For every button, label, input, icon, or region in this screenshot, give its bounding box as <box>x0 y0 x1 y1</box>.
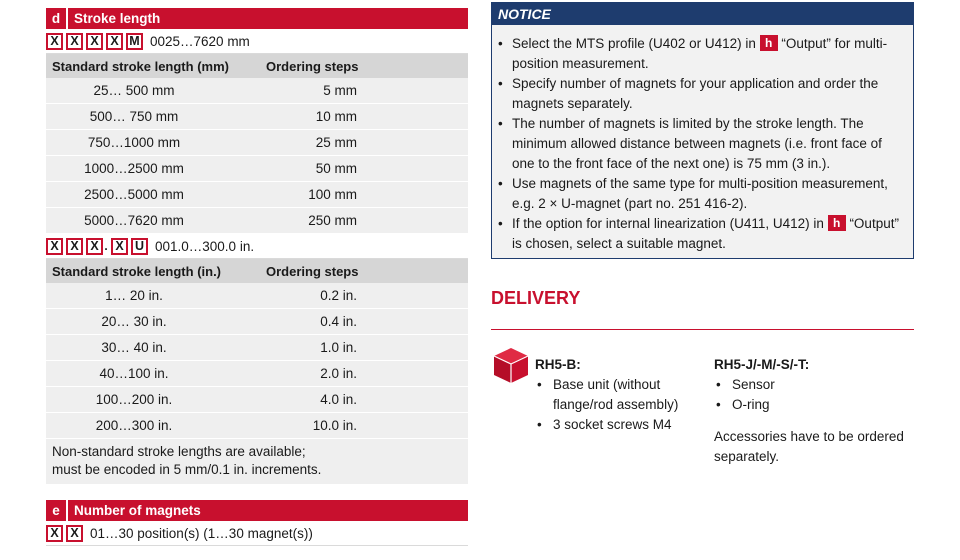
table-cell: 25 mm <box>315 135 357 150</box>
delivery-column-rh5-b <box>535 355 693 435</box>
list-item <box>498 74 905 114</box>
delivery-item: Sensor <box>732 377 775 392</box>
list-item <box>498 114 905 174</box>
right-column <box>491 2 914 464</box>
table-row <box>46 104 468 130</box>
notice-text: Select the MTS profile (U402 or U412) in <box>512 36 760 51</box>
notice-box <box>491 2 914 259</box>
table-cell: 10 mm <box>315 109 357 124</box>
delivery-variant-title: RH5-B: <box>535 357 581 372</box>
table-cell: 250 mm <box>308 213 357 228</box>
bullet: • <box>537 417 542 432</box>
table-row <box>46 156 468 182</box>
delivery-column-rh5-jmst <box>714 355 914 467</box>
list-item <box>498 34 905 74</box>
table-cell: 4.0 in. <box>320 392 357 407</box>
code-box: M <box>126 33 143 50</box>
table-cell: 1.0 in. <box>320 340 357 355</box>
bullet: • <box>716 397 721 412</box>
table-cell: 0.2 in. <box>320 288 357 303</box>
package-box-icon <box>491 345 531 385</box>
bullet: • <box>537 377 542 392</box>
number-of-magnets-header <box>46 500 468 521</box>
section-letter-d: d <box>46 8 68 29</box>
column-header: Ordering steps <box>266 263 359 279</box>
code-box: X <box>86 238 103 255</box>
accessories-note: Accessories have to be ordered separately. <box>714 429 904 464</box>
column-header: Standard stroke length (mm) <box>52 58 229 74</box>
table-cell: 2500…5000 mm <box>84 187 184 202</box>
list-item <box>535 375 693 415</box>
section-title-number-of-magnets: Number of magnets <box>74 503 201 518</box>
table-cell: 1000…2500 mm <box>84 161 184 176</box>
table-cell: 30… 40 in. <box>101 340 167 355</box>
code-box: X <box>66 33 83 50</box>
list-item <box>714 395 914 415</box>
mm-code-row <box>46 29 468 54</box>
notice-text: Use magnets of the same type for multi-position measurement, e.g. 2 × U-magnet (part no. 251 416-2). <box>512 176 888 211</box>
table-row <box>46 283 468 309</box>
table-cell: 0.4 in. <box>320 314 357 329</box>
bullet: • <box>498 176 503 191</box>
delivery-divider <box>491 329 914 330</box>
column-header: Standard stroke length (in.) <box>52 263 222 279</box>
left-column <box>46 8 468 546</box>
output-reference-badge: h <box>828 215 846 231</box>
section-title-stroke-length: Stroke length <box>74 11 161 26</box>
code-box: X <box>111 238 128 255</box>
notice-text: “Output” for multi-position measurement. <box>512 36 888 71</box>
table-cell: 25… 500 mm <box>93 83 175 98</box>
notice-title: NOTICE <box>492 3 913 25</box>
table-row <box>46 309 468 335</box>
table-row <box>46 130 468 156</box>
delivery-item: Base unit (without flange/rod assembly) <box>553 377 679 412</box>
table-cell: 100…200 in. <box>95 392 173 407</box>
code-box: X <box>46 33 63 50</box>
notice-text: “Output” is chosen, select a suitable magnet. <box>512 216 899 251</box>
note-line: must be encoded in 5 mm/0.1 in. increments. <box>52 462 322 477</box>
code-box: X <box>66 238 83 255</box>
table-cell: 10.0 in. <box>312 418 357 433</box>
bullet: • <box>716 377 721 392</box>
column-header: Ordering steps <box>266 58 359 74</box>
table-row <box>46 413 468 439</box>
list-item <box>535 415 693 435</box>
decimal-separator: . <box>104 239 108 253</box>
output-reference-badge: h <box>760 35 778 51</box>
delivery-heading: DELIVERY <box>491 288 581 308</box>
non-standard-note <box>46 439 468 484</box>
table-row <box>46 208 468 234</box>
table-row <box>46 78 468 104</box>
bullet: • <box>498 76 503 91</box>
table-cell: 40…100 in. <box>99 366 169 381</box>
code-box: X <box>86 33 103 50</box>
notice-text: Specify number of magnets for your application and order the magnets separately. <box>512 76 879 111</box>
inch-table-header <box>46 259 468 283</box>
delivery-variant-title: RH5-J/-M/-S/-T: <box>714 357 810 372</box>
inch-code-row <box>46 234 468 259</box>
table-cell: 5 mm <box>323 83 357 98</box>
bullet: • <box>498 36 503 51</box>
list-item <box>498 214 905 254</box>
table-cell: 5000…7620 mm <box>84 213 184 228</box>
stroke-length-header <box>46 8 468 29</box>
bullet: • <box>498 116 503 131</box>
table-row <box>46 387 468 413</box>
code-box: X <box>46 238 63 255</box>
mm-code-range: 0025…7620 mm <box>150 33 250 49</box>
list-item <box>714 375 914 395</box>
code-box: U <box>131 238 148 255</box>
table-cell: 50 mm <box>315 161 357 176</box>
table-row <box>46 361 468 387</box>
note-line: Non-standard stroke lengths are available; <box>52 444 306 459</box>
bullet: • <box>498 216 503 231</box>
table-cell: 2.0 in. <box>320 366 357 381</box>
notice-text: The number of magnets is limited by the stroke length. The minimum allowed distance between magnets (i.e. front face of one to the front face of the next one) is 75 mm (3 in.). <box>512 116 882 171</box>
delivery-item: 3 socket screws M4 <box>553 417 672 432</box>
list-item <box>498 174 905 214</box>
mm-table-header <box>46 54 468 78</box>
table-row <box>46 335 468 361</box>
table-cell: 500… 750 mm <box>89 109 179 124</box>
code-box: X <box>46 525 63 542</box>
section-letter-e: e <box>46 500 68 521</box>
code-box: X <box>106 33 123 50</box>
magnets-code-row <box>46 521 468 546</box>
inch-code-range: 001.0…300.0 in. <box>155 238 255 254</box>
table-row <box>46 182 468 208</box>
table-cell: 1… 20 in. <box>105 288 163 303</box>
table-cell: 100 mm <box>308 187 357 202</box>
table-cell: 20… 30 in. <box>101 314 167 329</box>
table-cell: 750…1000 mm <box>87 135 181 150</box>
magnets-code-range: 01…30 position(s) (1…30 magnet(s)) <box>90 525 313 541</box>
delivery-item: O-ring <box>732 397 770 412</box>
notice-text: If the option for internal linearization (U411, U412) in <box>512 216 828 231</box>
table-cell: 200…300 in. <box>95 418 173 433</box>
code-box: X <box>66 525 83 542</box>
notice-body <box>492 25 913 258</box>
